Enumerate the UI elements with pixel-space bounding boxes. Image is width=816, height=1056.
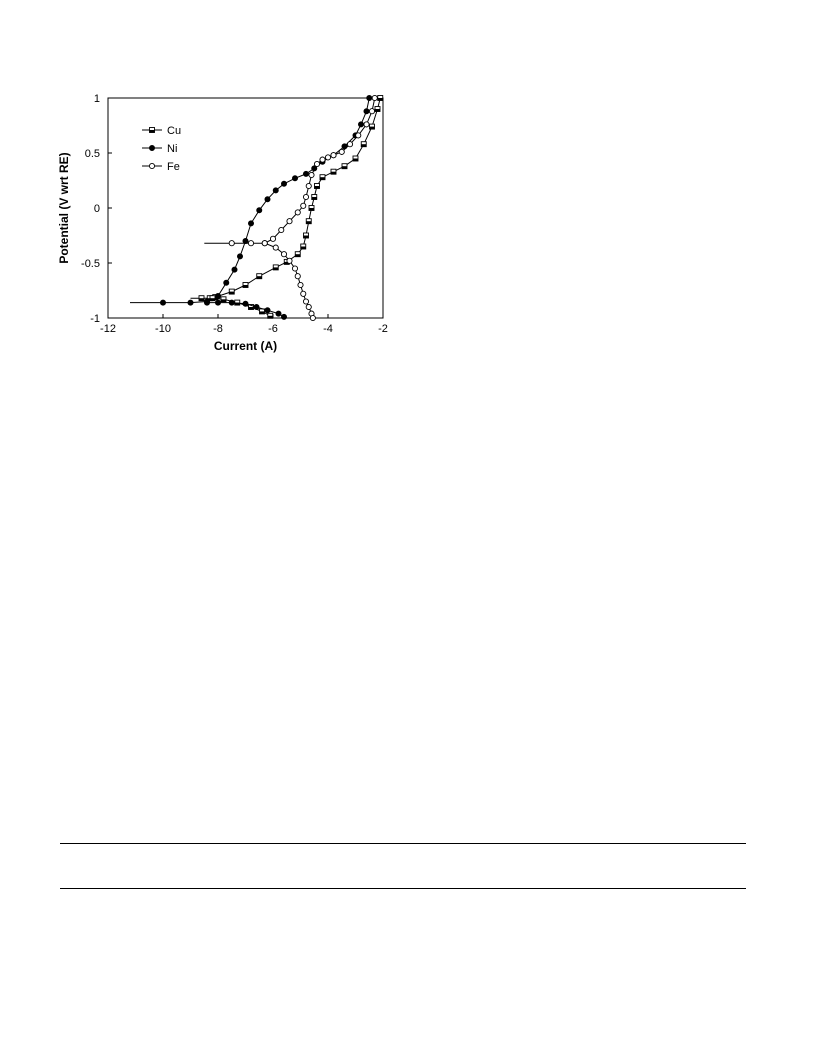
data-point <box>273 245 278 250</box>
data-point <box>199 296 204 301</box>
data-point <box>301 203 306 208</box>
data-point <box>265 197 270 202</box>
data-point <box>243 301 248 306</box>
series-line <box>191 98 381 298</box>
data-point <box>320 175 325 180</box>
data-point <box>276 311 281 316</box>
marker-square-fill <box>199 298 204 301</box>
data-point <box>229 289 234 294</box>
legend-item-cu <box>142 125 181 137</box>
data-point <box>306 183 311 188</box>
data-point <box>358 122 363 127</box>
data-point <box>215 300 220 305</box>
data-point <box>221 297 226 302</box>
x-tick-label: -10 <box>155 323 171 335</box>
data-point <box>160 300 165 305</box>
marker-square-fill <box>375 109 380 112</box>
legend-marker <box>149 145 154 150</box>
data-point <box>279 227 284 232</box>
data-point <box>243 283 248 288</box>
data-point <box>304 233 309 238</box>
data-point <box>188 300 193 305</box>
data-point <box>270 236 275 241</box>
data-point <box>361 142 366 147</box>
y-axis-label: Potential (V wrt RE) <box>57 152 71 264</box>
data-point <box>339 149 344 154</box>
marker-square-fill <box>301 247 306 250</box>
y-tick-label: 0 <box>93 203 100 215</box>
data-point <box>273 265 278 270</box>
marker-square-fill <box>249 307 254 310</box>
data-point <box>325 155 330 160</box>
y-tick-label: -0.5 <box>81 258 100 270</box>
data-point <box>364 109 369 114</box>
data-point <box>310 315 315 320</box>
data-point <box>312 195 317 200</box>
data-point <box>303 194 308 199</box>
data-point <box>257 274 262 279</box>
data-point <box>210 296 215 301</box>
marker-square-fill <box>342 166 347 169</box>
marker-square-fill <box>221 299 226 302</box>
data-point <box>331 153 336 158</box>
data-point <box>232 267 237 272</box>
data-point <box>306 304 311 309</box>
data-point <box>314 161 319 166</box>
data-point <box>303 299 308 304</box>
data-point <box>295 252 300 257</box>
marker-square-fill <box>378 98 383 101</box>
legend-item-fe <box>142 161 180 173</box>
data-point <box>369 109 374 114</box>
data-point <box>367 95 372 100</box>
data-point <box>204 300 209 305</box>
marker-square-fill <box>306 221 311 224</box>
data-point <box>301 244 306 249</box>
marker-square-fill <box>361 144 366 147</box>
data-point <box>342 164 347 169</box>
data-point <box>287 258 292 263</box>
data-point <box>281 181 286 186</box>
data-point <box>372 95 377 100</box>
legend-marker <box>150 128 155 133</box>
legend-item-ni <box>142 143 177 155</box>
data-point <box>248 241 253 246</box>
series-branch-5 <box>262 241 315 321</box>
series-branch-4 <box>204 300 286 320</box>
axes <box>81 93 388 335</box>
y-tick-label: -1 <box>90 313 100 325</box>
series-line <box>130 98 369 303</box>
data-point <box>292 176 297 181</box>
y-tick-label: 0.5 <box>84 148 100 160</box>
marker-square-fill <box>257 276 262 279</box>
data-point <box>370 124 375 129</box>
data-point <box>229 241 234 246</box>
data-point <box>257 208 262 213</box>
data-point <box>295 274 300 279</box>
data-point <box>378 96 383 101</box>
data-point <box>229 300 234 305</box>
data-point <box>237 254 242 259</box>
data-point <box>265 308 270 313</box>
data-point <box>287 219 292 224</box>
data-point <box>315 184 320 189</box>
polarization-chart <box>50 85 400 355</box>
y-tick-label: 1 <box>93 93 100 105</box>
marker-square-fill <box>312 197 317 200</box>
marker-square-fill <box>309 208 314 211</box>
x-tick-label: -2 <box>378 323 388 335</box>
data-point <box>309 206 314 211</box>
data-point <box>281 252 286 257</box>
data-point <box>347 142 352 147</box>
x-tick-label: -8 <box>213 323 223 335</box>
data-point <box>331 169 336 174</box>
x-tick-label: -6 <box>268 323 278 335</box>
legend-label: Cu <box>167 125 182 137</box>
data-point <box>298 282 303 287</box>
x-tick-label: -12 <box>100 323 116 335</box>
data-point <box>215 293 220 298</box>
marker-square-fill <box>331 172 336 175</box>
marker-square-fill <box>320 177 325 180</box>
data-point <box>262 241 267 246</box>
marker-square-fill <box>150 130 155 133</box>
marker-square-fill <box>260 311 265 314</box>
data-point <box>353 156 358 161</box>
divider-line-top <box>60 843 746 844</box>
marker-square-fill <box>295 254 300 257</box>
marker-square-fill <box>370 127 375 130</box>
data-point <box>356 133 361 138</box>
legend <box>142 125 181 173</box>
x-axis-label: Current (A) <box>213 339 278 353</box>
series-cu <box>191 96 383 301</box>
marker-square-fill <box>268 316 273 319</box>
data-point <box>364 122 369 127</box>
data-point <box>375 107 380 112</box>
data-point <box>320 157 325 162</box>
series-branch-3 <box>210 296 273 319</box>
data-point <box>248 221 253 226</box>
marker-square-fill <box>243 285 248 288</box>
marker-square-fill <box>273 267 278 270</box>
x-tick-label: -4 <box>323 323 333 335</box>
data-point <box>292 266 297 271</box>
legend-label: Fe <box>167 161 180 173</box>
marker-square-fill <box>210 298 215 301</box>
data-point <box>309 172 314 177</box>
data-point <box>281 314 286 319</box>
legend-label: Ni <box>167 143 178 155</box>
data-point <box>306 219 311 224</box>
marker-square-fill <box>229 292 234 295</box>
data-point <box>295 210 300 215</box>
marker-square-fill <box>304 236 309 239</box>
marker-square-fill <box>315 186 320 189</box>
series-line <box>265 243 313 318</box>
data-point <box>268 313 273 318</box>
data-point <box>224 280 229 285</box>
divider-line-bottom <box>60 888 746 889</box>
data-point <box>254 304 259 309</box>
legend-marker <box>149 163 154 168</box>
data-point <box>273 188 278 193</box>
data-point <box>301 291 306 296</box>
marker-square-fill <box>353 159 358 162</box>
data-point <box>303 171 308 176</box>
series-fe <box>204 95 377 245</box>
